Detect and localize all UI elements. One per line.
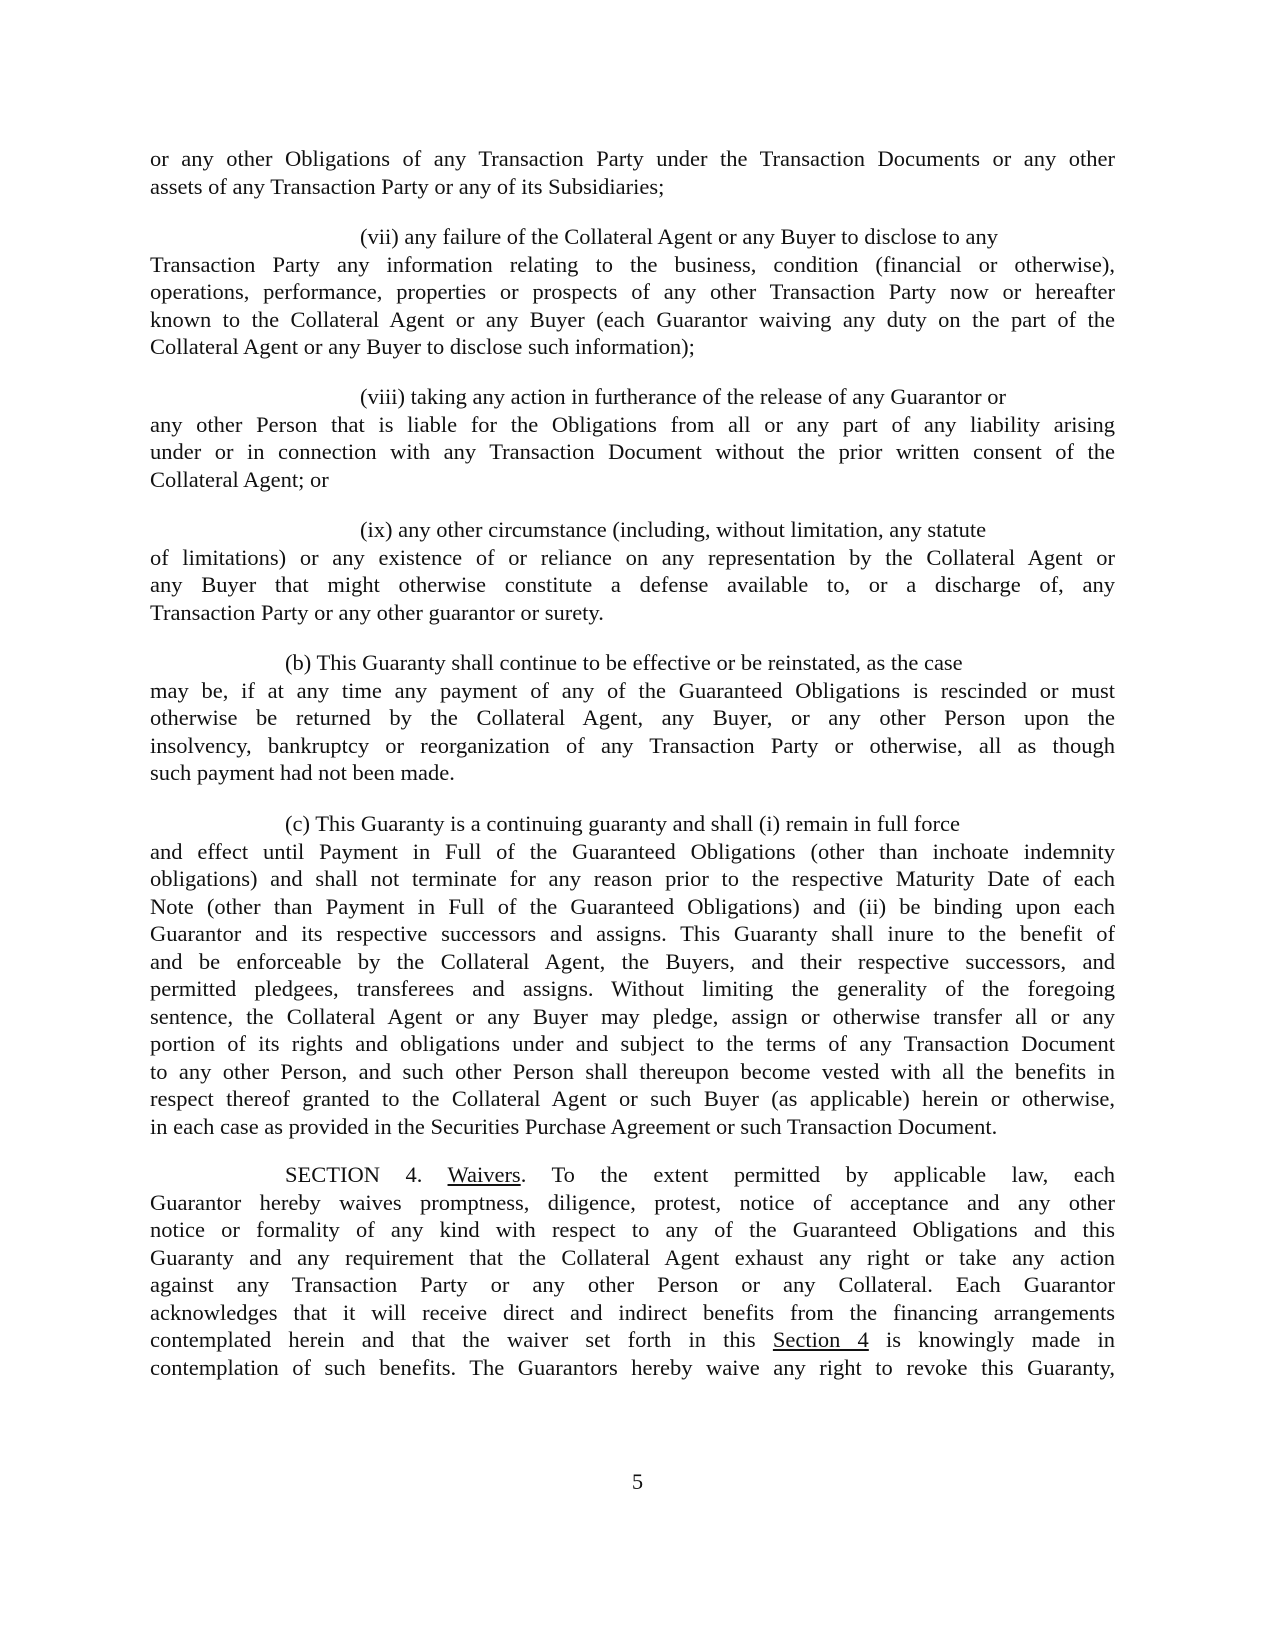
text-line: insolvency, bankruptcy or reorganization of any Transaction Party or otherwise, all as though [150,732,1115,758]
text-line: (b) This Guaranty shall continue to be effective or be reinstated, as the case [285,650,963,675]
text-line: known to the Collateral Agent or any Buyer (each Guarantor waiving any duty on the part of the [150,306,1115,332]
text-line: otherwise be returned by the Collateral Agent, any Buyer, or any other Person upon the [150,705,1115,730]
text-line: and be enforceable by the Collateral Agent, the Buyers, and their respective successors, and [150,948,1115,974]
text-line: contemplation of such benefits. The Guarantors hereby waive any right to revoke this Guaranty, [150,1354,1115,1380]
clause-ix [150,516,1115,626]
text-line: or any other Obligations of any Transaction Party under the Transaction Documents or any other [150,146,1115,171]
text-line: any other Person that is liable for the Obligations from all or any part of any liability arising [150,411,1115,437]
section-4-heading-line [150,1161,1115,1189]
text-line: obligations) and shall not terminate for any reason prior to the respective Maturity Date of each [150,866,1115,891]
text-line: sentence, the Collateral Agent or any Buyer may pledge, assign or otherwise transfer all or any [150,1003,1115,1029]
text-line: Guarantor and its respective successors and assigns. This Guaranty shall inure to the benefit of [150,921,1115,946]
text-line: respect thereof granted to the Collateral Agent or such Buyer (as applicable) herein or otherwise, [150,1086,1115,1111]
text-line: (vii) any failure of the Collateral Agent or any Buyer to disclose to any [360,224,998,249]
section-ref-line [150,1326,1115,1354]
text-line: (c) This Guaranty is a continuing guaranty and shall (i) remain in full force [285,811,960,836]
text-line: may be, if at any time any payment of any of the Guaranteed Obligations is rescinded or must [150,677,1115,703]
ref-after: is knowingly made in [886,1327,1116,1352]
text-line: permitted pledgees, transferees and assigns. Without limiting the generality of the foregoing [150,976,1115,1001]
text-line: and effect until Payment in Full of the Guaranteed Obligations (other than inchoate indemnity [150,838,1115,864]
text-line: Collateral Agent or any Buyer to disclose such information); [150,334,695,359]
text-line: (ix) any other circumstance (including, without limitation, any statute [360,517,987,542]
section-label: SECTION 4. [285,1162,423,1187]
section-4 [150,1161,1115,1381]
text-line: portion of its rights and obligations under and subject to the terms of any Transaction Document [150,1031,1115,1056]
text-line: assets of any Transaction Party or any of its Subsidiaries; [150,173,665,199]
text-line: against any Transaction Party or any other Person or any Collateral. Each Guarantor [150,1272,1115,1297]
text-line: (viii) taking any action in furtherance of the release of any Guarantor or [360,384,1006,409]
paragraph-c [150,810,1115,1140]
text-line: under or in connection with any Transaction Document without the prior written consent of the [150,439,1115,464]
text-line: Guarantor hereby waives promptness, diligence, protest, notice of acceptance and any other [150,1189,1115,1215]
text-line: in each case as provided in the Securities Purchase Agreement or such Transaction Document. [150,1113,998,1139]
continuation-paragraph [150,145,1115,200]
text-line: Guaranty and any requirement that the Collateral Agent exhaust any right or take any action [150,1244,1115,1270]
text-line: Note (other than Payment in Full of the Guaranteed Obligations) and (ii) be binding upon each [150,893,1115,919]
text-line: notice or formality of any kind with respect to any of the Guaranteed Obligations and this [150,1217,1115,1242]
text-line: acknowledges that it will receive direct and indirect benefits from the financing arrangements [150,1299,1115,1325]
section-4-reference: Section 4 [772,1327,869,1352]
page-number: 5 [631,1469,644,1494]
clause-viii [150,383,1115,493]
heading-continuation: . To the extent permitted by applicable law, each [520,1162,1116,1187]
clause-vii [150,223,1115,361]
text-line: such payment had not been made. [150,760,455,785]
ref-before: contemplated herein and that the waiver set forth in this [150,1327,756,1352]
text-line: any Buyer that might otherwise constitute a defense available to, or a discharge of, any [150,572,1115,597]
text-line: operations, performance, properties or prospects of any other Transaction Party now or hereafter [150,279,1115,304]
text-line: Collateral Agent; or [150,466,329,492]
text-line: Transaction Party any information relating to the business, condition (financial or otherwise), [150,251,1115,277]
section-heading: Waivers [447,1162,521,1187]
text-line: to any other Person, and such other Person shall thereupon become vested with all the benefits in [150,1058,1115,1084]
paragraph-b [150,649,1115,787]
text-line: of limitations) or any existence of or reliance on any representation by the Collateral Agent or [150,544,1115,570]
text-line: Transaction Party or any other guarantor or surety. [150,599,604,625]
